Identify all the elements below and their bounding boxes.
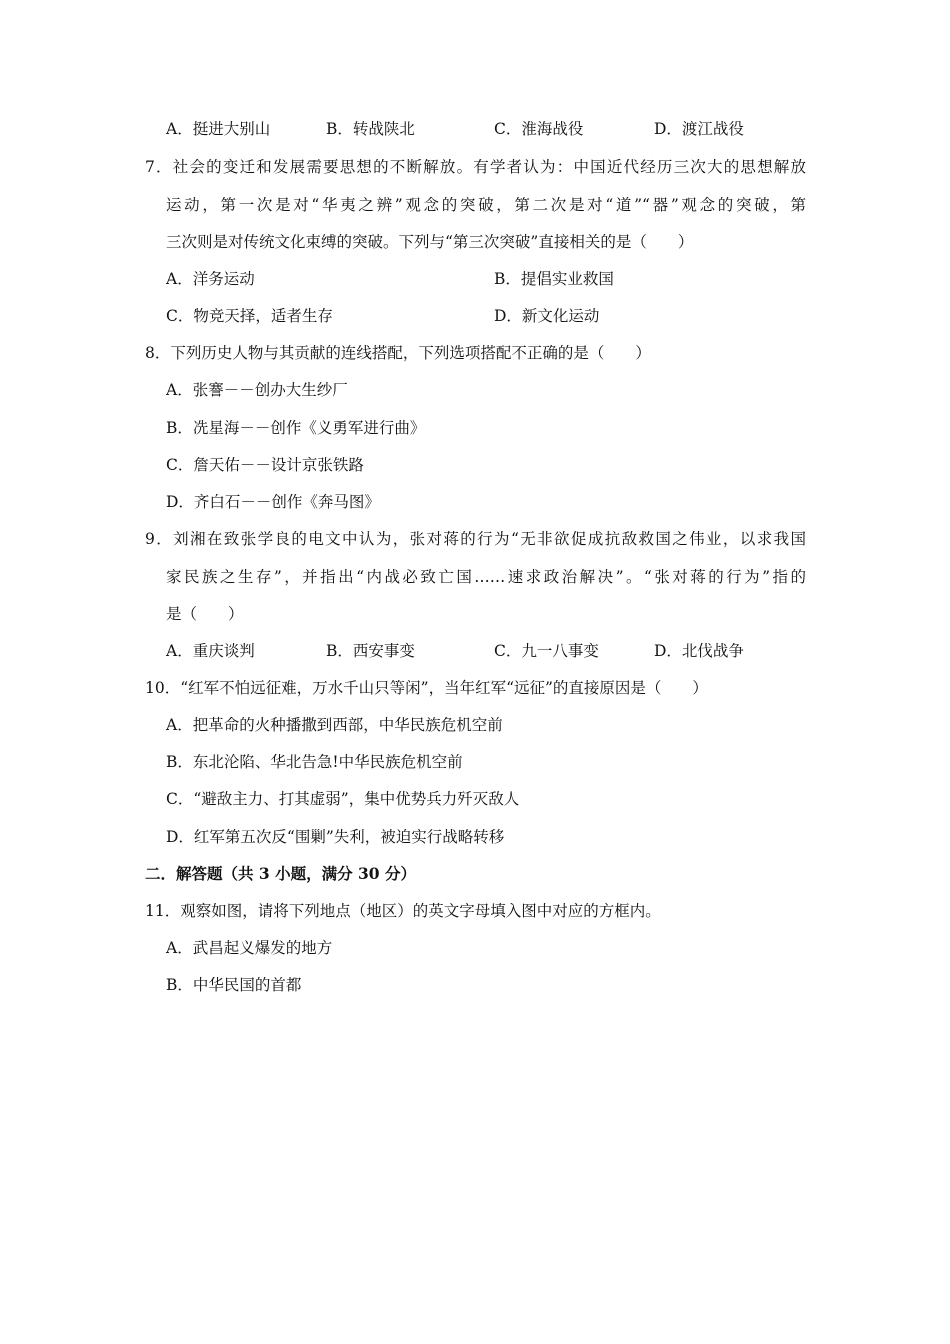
q11-option-b: B．中华民国的首都 (166, 976, 302, 994)
q8-option-a: A．张謇－－创办大生纱厂 (166, 381, 348, 399)
q9-stem-line-1: 9．刘湘在致张学良的电文中认为，张对蒋的行为“无非欲促成抗敌救国之伟业，以求我国 (145, 530, 806, 548)
q10-option-b: B．东北沦陷、华北告急!中华民族危机空前 (166, 753, 463, 771)
q7-stem-line-1: 7．社会的变迁和发展需要思想的不断解放。有学者认为：中国近代经历三次大的思想解放 (145, 158, 806, 176)
q6-option-c: C．淮海战役 (494, 120, 584, 138)
q10-option-d: D．红军第五次反“围剿”失利，被迫实行战略转移 (166, 828, 505, 846)
q10-option-a: A．把革命的火种播撒到西部，中华民族危机空前 (166, 716, 503, 734)
q11-option-a: A．武昌起义爆发的地方 (166, 939, 333, 957)
q9-option-a: A．重庆谈判 (166, 642, 255, 660)
q7-option-c: C．物竞天择，适者生存 (166, 307, 333, 325)
q9-option-d: D．北伐战争 (654, 642, 744, 660)
q8-option-c: C．詹天佑－－设计京张铁路 (166, 456, 364, 474)
q10-option-c: C．“避敌主力、打其虚弱”，集中优势兵力歼灭敌人 (166, 790, 520, 808)
q7-option-d: D．新文化运动 (494, 307, 600, 325)
q10-stem: 10．“红军不怕远征难，万水千山只等闲”，当年红军“远征”的直接原因是（ ） (145, 679, 708, 697)
q7-stem-line-3: 三次则是对传统文化束缚的突破。下列与“第三次突破”直接相关的是（ ） (166, 233, 694, 251)
q7-stem-line-2: 运动，第一次是对“华夷之辨”观念的突破，第二次是对“道”“器”观念的突破，第 (166, 196, 806, 214)
q6-option-a: A．挺进大别山 (166, 120, 271, 138)
section-heading: 二．解答题（共 3 小题，满分 30 分） (145, 864, 416, 883)
q9-option-c: C．九一八事变 (494, 642, 599, 660)
q9-stem-line-3: 是（ ） (166, 605, 244, 623)
q6-option-b: B．转战陕北 (326, 120, 415, 138)
q6-option-d: D．渡江战役 (654, 120, 744, 138)
q9-option-b: B．西安事变 (326, 642, 415, 660)
q7-option-b: B．提倡实业救国 (494, 270, 614, 288)
q8-stem: 8．下列历史人物与其贡献的连线搭配，下列选项搭配不正确的是（ ） (145, 344, 651, 362)
q8-option-b: B．冼星海－－创作《义勇军进行曲》 (166, 419, 426, 437)
q7-option-a: A．洋务运动 (166, 270, 255, 288)
q8-option-d: D．齐白石－－创作《奔马图》 (166, 493, 380, 511)
q11-stem: 11．观察如图，请将下列地点（地区）的英文字母填入图中对应的方框内。 (145, 902, 661, 920)
q9-stem-line-2: 家民族之生存”，并指出“内战必致亡国……速求政治解决”。“张对蒋的行为”指的 (166, 568, 806, 586)
